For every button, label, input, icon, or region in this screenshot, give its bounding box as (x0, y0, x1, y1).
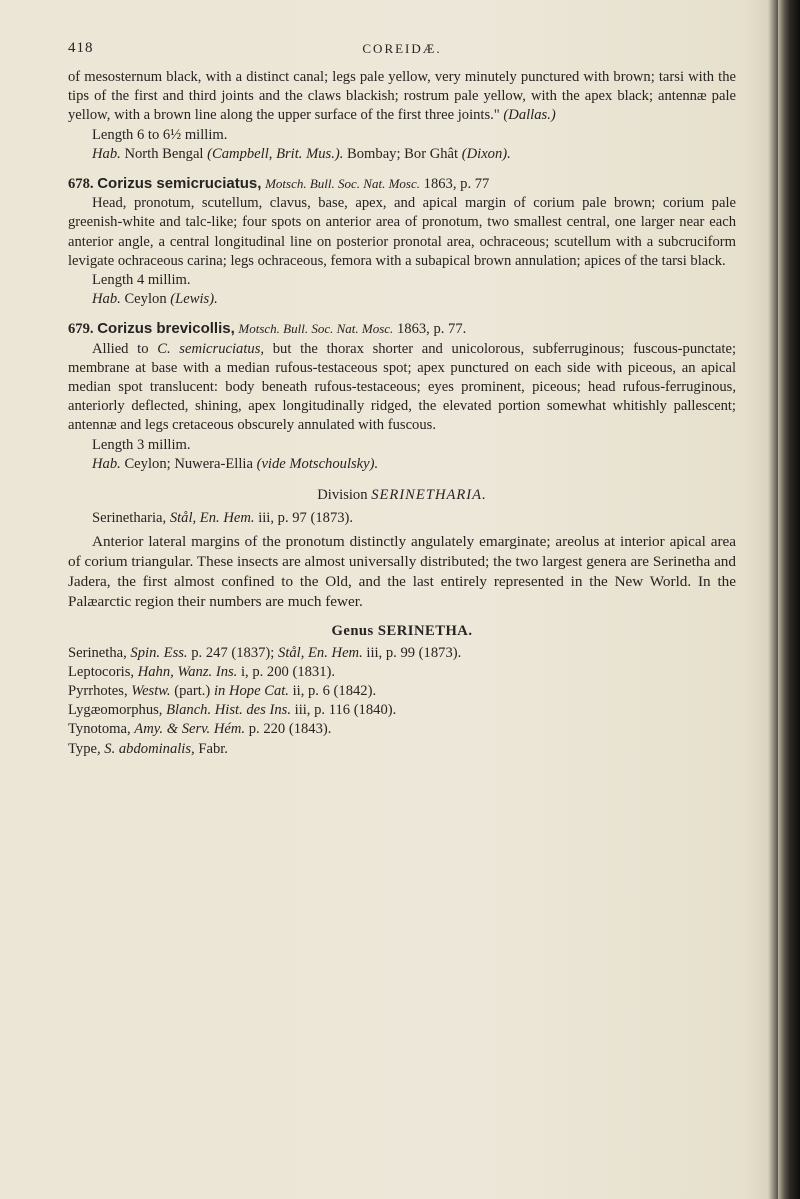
division-ref-name: Serinetharia, (92, 510, 167, 527)
page-body (68, 68, 736, 759)
synonym-detail: iii, p. 116 (1840). (294, 702, 397, 719)
synonym-name: Serinetha, (68, 644, 127, 661)
species-679-habitat (68, 455, 736, 474)
division-ref-source: Stål, En. Hem. (169, 510, 255, 527)
synonym-source: Westw. (131, 683, 171, 700)
synonym-name: Tynotoma, (68, 721, 131, 738)
synonym-item (68, 720, 736, 739)
synonym-item (68, 682, 736, 701)
genus-type (68, 740, 736, 759)
species-678-habitat (68, 290, 736, 309)
synonym-detail: ii, p. 6 (1842). (292, 683, 377, 700)
species-authority: Motsch. Bull. Soc. Nat. Mosc. (238, 321, 394, 337)
species-reference: 1863, p. 77 (423, 176, 490, 193)
species-name: Corizus brevicollis, (97, 320, 235, 338)
hab-label: Hab. (92, 291, 121, 308)
species-678-description: Head, pronotum, scutellum, clavus, base, apex, and apical margin of corium pale brown; corium pale greenish-white and talc-like; four spots on anterior area of pronotum, two smallest central, one larger near each anterior angle, a central longitudinal line on posterior pronotal area, ochraceous; scutellum with a subcruciform levigate ochraceous carina; legs ochraceous, femora with a subapical brown annulation; apices of the tarsi black. (68, 195, 736, 269)
synonym-detail: p. 220 (1843). (248, 721, 332, 738)
species-number: 678. (68, 176, 94, 193)
page-header (68, 40, 736, 62)
hab-text: Ceylon (124, 291, 167, 308)
running-title: COREIDÆ. (362, 41, 442, 56)
hab-citation: (Campbell, Brit. Mus.). (207, 145, 344, 162)
intro-citation: (Dallas.) (503, 107, 556, 124)
synonym-detail: p. 247 (1837); (191, 644, 275, 661)
description-text: but the thorax shorter and unicolorous, subferruginous; fuscous-punctate; membrane at base with a median rufous-testaceous spot; apex punctured on each side with piceous, an apical median spot translucent: body beneath rufous-testaceous; eyes prominent, piceous; head rufous-ferruginous, anteriorly deflected, shining, apex longitudinally ridged, the elevated portion somewhat whitishly pallescent; antennæ and legs cretaceous obscurely annulated with fuscous. (68, 340, 737, 434)
synonym-item (68, 701, 736, 720)
type-author: Fabr. (198, 740, 228, 757)
hab-citation: (vide Motschoulsky). (256, 455, 379, 472)
species-679-length: Length 3 millim. (92, 436, 191, 453)
synonym-source: Spin. Ess. (130, 644, 188, 661)
synonym-detail: (part.) (174, 683, 211, 700)
page-number: 418 (68, 40, 94, 56)
species-679-heading (68, 319, 736, 339)
hab-tail: Bombay; Bor Ghât (347, 145, 459, 162)
intro-text: of mesosternum black, with a distinct canal; legs pale yellow, very minutely punctured with brown; tarsi with the tips of the first and third joints and the claws blackish; rostrum pale yellow, with the apex black; antennæ pale yellow, with a brown line along the upper surface of the first three joints." (68, 69, 736, 124)
synonym-source: Hahn, Wanz. Ins. (137, 663, 238, 680)
species-reference: 1863, p. 77. (396, 321, 467, 338)
species-678-length: Length 4 millim. (92, 272, 191, 289)
allied-prefix: Allied to (92, 340, 149, 357)
synonym-item (68, 644, 736, 663)
synonym-name: Leptocoris, (68, 663, 135, 680)
synonym-detail: i, p. 200 (1831). (240, 663, 336, 680)
division-name: SERINETHARIA. (371, 487, 487, 504)
species-679-description (68, 340, 736, 436)
type-label: Type, (68, 740, 101, 757)
synonym-source: Stål, En. Hem. (278, 644, 363, 661)
species-authority: Motsch. Bull. Soc. Nat. Mosc. (265, 176, 420, 192)
division-description: Anterior lateral margins of the pronotum distinctly angulately emarginate; areolus at interior apical area of corium triangular. These insects are almost universally distributed; the two largest genera are Serinetha and Jadera, the first almost confined to the Old, and the last entirely represented in the New World. In the Palæarctic region their numbers are much fewer. (68, 533, 736, 611)
synonym-name: Pyrrhotes, (68, 683, 128, 700)
species-number: 679. (68, 321, 94, 338)
synonym-detail: iii, p. 99 (1873). (366, 644, 462, 661)
species-678-heading (68, 174, 736, 194)
intro-habitat (68, 145, 736, 164)
synonym-source: in Hope Cat. (213, 683, 289, 700)
hab-tail-citation: (Dixon). (461, 145, 511, 162)
hab-text: North Bengal (124, 145, 204, 162)
allied-species: C. semicruciatus, (157, 340, 265, 357)
synonym-name: Lygæomorphus, (68, 702, 163, 719)
intro-paragraph (68, 68, 736, 126)
synonym-source: Amy. & Serv. Hém. (134, 721, 246, 738)
division-label: Division (317, 487, 368, 504)
division-heading (68, 486, 736, 505)
book-spine-shadow (778, 0, 800, 1199)
genus-heading: Genus SERINETHA. (331, 623, 473, 640)
synonym-item (68, 663, 736, 682)
intro-length: Length 6 to 6½ millim. (92, 126, 228, 143)
synonym-source: Blanch. Hist. des Ins. (166, 702, 291, 719)
division-reference (68, 509, 736, 528)
synonym-list (68, 644, 736, 740)
hab-citation: (Lewis). (170, 291, 218, 308)
species-name: Corizus semicruciatus, (97, 175, 262, 193)
division-ref-detail: iii, p. 97 (1873). (258, 510, 354, 527)
hab-label: Hab. (92, 145, 121, 162)
type-species: S. abdominalis, (104, 740, 195, 757)
hab-text: Ceylon; Nuwera-Ellia (124, 455, 253, 472)
hab-label: Hab. (92, 455, 121, 472)
